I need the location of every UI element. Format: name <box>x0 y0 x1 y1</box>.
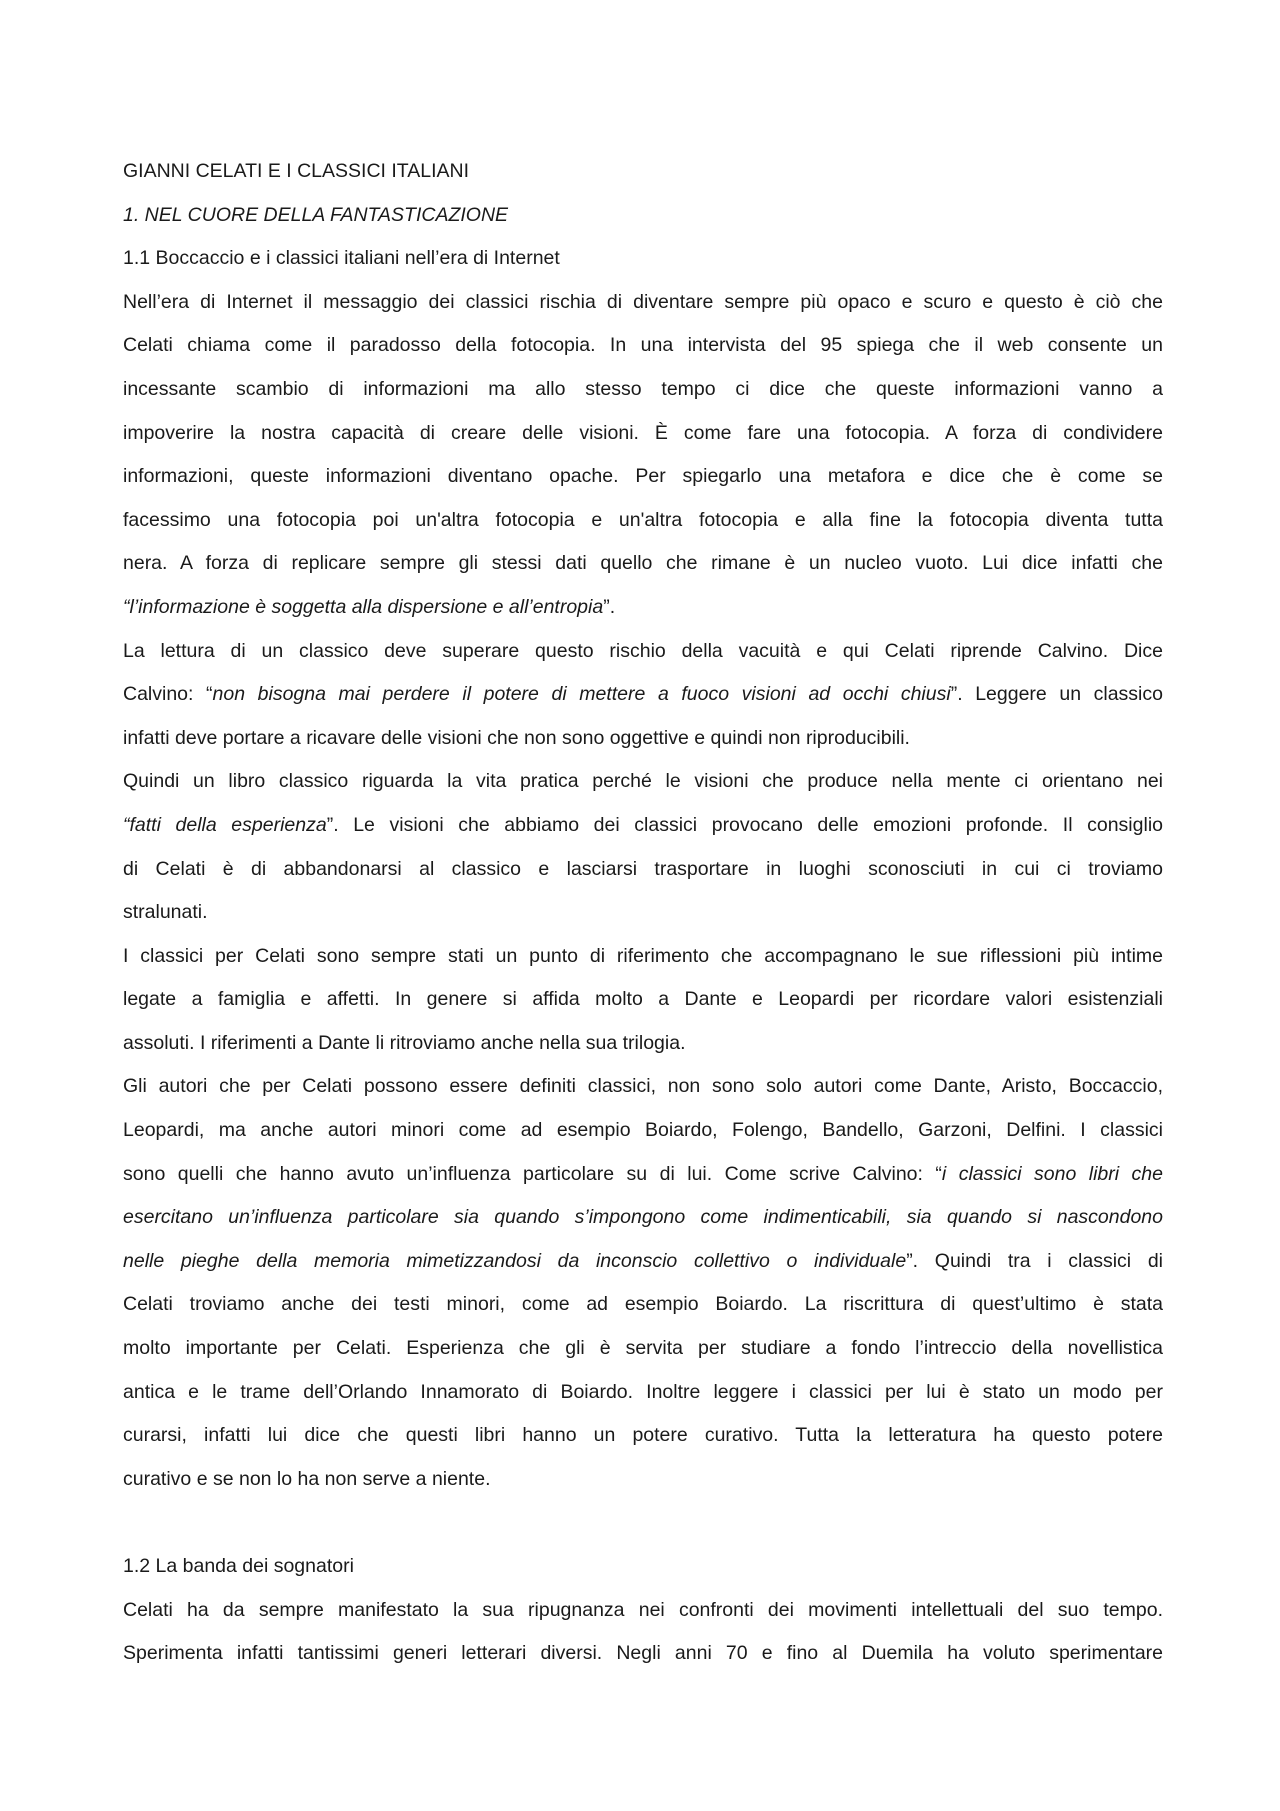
text-line: facessimo una fotocopia poi un'altra fotocopia e un'altra fotocopia e alla fine la fotocopia diventa tutta <box>123 508 1163 531</box>
text-line: I classici per Celati sono sempre stati un punto di riferimento che accompagnano le sue riflessioni più intime <box>123 944 1163 967</box>
text-run: ”. Quindi tra i classici di <box>906 1249 1163 1272</box>
text-run: sono quelli che hanno avuto un’influenza particolare su di lui. Come scrive Calvino: “ <box>123 1162 942 1185</box>
text-line: assoluti. I riferimenti a Dante li ritroviamo anche nella sua trilogia. <box>123 1031 686 1054</box>
text-line: Gli autori che per Celati possono essere definiti classici, non sono solo autori come Dante, Aristo, Boccaccio, <box>123 1075 1163 1098</box>
text-line: legate a famiglia e affetti. In genere si affida molto a Dante e Leopardi per ricordare valori esistenziali <box>123 988 1163 1011</box>
text-run: Calvino: “ <box>123 683 213 706</box>
section-heading-1-1: 1.1 Boccaccio e i classici italiani nell’era di Internet <box>123 247 560 270</box>
quote: “fatti della esperienza <box>123 813 327 836</box>
text-run: ”. Leggere un classico <box>950 683 1163 706</box>
text-line <box>123 804 1163 848</box>
quote: non bisogna mai perdere il potere di mettere a fuoco visioni ad occhi chiusi <box>212 683 951 706</box>
text-line <box>123 586 1163 630</box>
document-page <box>123 150 1163 1676</box>
text-line: Nell’era di Internet il messaggio dei classici rischia di diventare sempre più opaco e scuro e questo è ciò che <box>123 290 1163 313</box>
chapter-heading: 1. NEL CUORE DELLA FANTASTICAZIONE <box>123 203 509 226</box>
text-line: molto importante per Celati. Esperienza che gli è servita per studiare a fondo l’intreccio della novellistica <box>123 1337 1163 1360</box>
text-line: stralunati. <box>123 901 208 924</box>
section-heading-1-2: 1.2 La banda dei sognatori <box>123 1555 354 1577</box>
document-title: GIANNI CELATI E I CLASSICI ITALIANI <box>123 160 470 182</box>
text-line: di Celati è di abbandonarsi al classico e lasciarsi trasportare in luoghi sconosciuti in cui ci troviamo <box>123 857 1163 880</box>
text-line: Sperimenta infatti tantissimi generi letterari diversi. Negli anni 70 e fino al Duemila ha voluto sperimentare <box>123 1642 1163 1665</box>
text-line: curativo e se non lo ha non serve a niente. <box>123 1467 491 1490</box>
text-line: Celati ha da sempre manifestato la sua ripugnanza nei confronti dei movimenti intellettuali del suo tempo. <box>123 1598 1163 1621</box>
paragraph-gap <box>123 1501 1163 1545</box>
text-line: infatti deve portare a ricavare delle visioni che non sono oggettive e quindi non riproducibili. <box>123 726 910 749</box>
text-line: impoverire la nostra capacità di creare delle visioni. È come fare una fotocopia. A forza di condividere <box>123 421 1163 444</box>
quote-close: ”. <box>603 595 616 618</box>
text-line: antica e le trame dell’Orlando Innamorato di Boiardo. Inoltre leggere i classici per lui è stato un modo per <box>123 1380 1163 1403</box>
text-line: informazioni, queste informazioni diventano opache. Per spiegarlo una metafora e dice che è come se <box>123 465 1163 488</box>
text-line: La lettura di un classico deve superare questo rischio della vacuità e qui Celati riprende Calvino. Dice <box>123 639 1163 662</box>
text-line <box>123 673 1163 717</box>
text-line: Leopardi, ma anche autori minori come ad esempio Boiardo, Folengo, Bandello, Garzoni, Delfini. I classici <box>123 1119 1163 1142</box>
text-line: curarsi, infatti lui dice che questi libri hanno un potere curativo. Tutta la letteratura ha questo potere <box>123 1424 1163 1447</box>
text-run: ”. Le visioni che abbiamo dei classici provocano delle emozioni profonde. Il consiglio <box>326 813 1163 836</box>
text-line: Celati chiama come il paradosso della fotocopia. In una intervista del 95 spiega che il web consente un <box>123 334 1163 357</box>
quote: nelle pieghe della memoria mimetizzandosi da inconscio collettivo o individuale <box>123 1249 907 1272</box>
quote-line: esercitano un’influenza particolare sia quando s’impongono come indimenticabili, sia quando si nascondono <box>123 1206 1163 1229</box>
quote: “l’informazione è soggetta alla dispersione e all’entropia <box>123 595 604 618</box>
text-line: nera. A forza di replicare sempre gli stessi dati quello che rimane è un nucleo vuoto. Lui dice infatti che <box>123 552 1163 575</box>
text-line: incessante scambio di informazioni ma allo stesso tempo ci dice che queste informazioni vanno a <box>123 377 1163 400</box>
text-line: Quindi un libro classico riguarda la vita pratica perché le visioni che produce nella mente ci orientano nei <box>123 770 1163 793</box>
text-line <box>123 1153 1163 1197</box>
text-line: Celati troviamo anche dei testi minori, come ad esempio Boiardo. La riscrittura di quest’ultimo è stata <box>123 1293 1163 1316</box>
quote: i classici sono libri che <box>941 1162 1163 1185</box>
text-line <box>123 1240 1163 1284</box>
